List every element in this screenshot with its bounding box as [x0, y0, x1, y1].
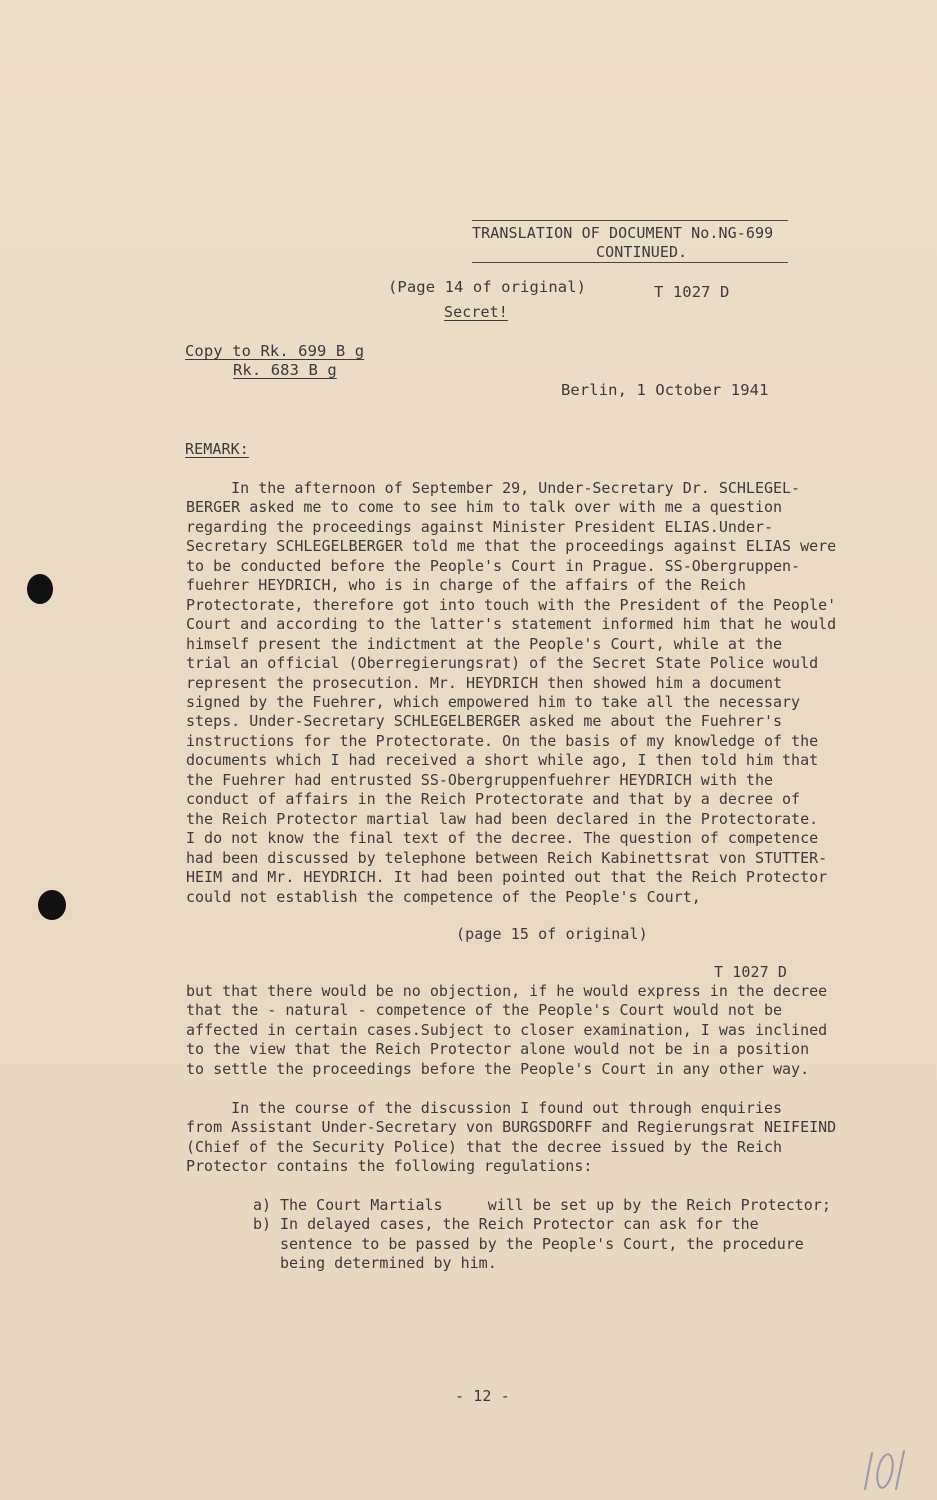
punch-hole-lower — [38, 890, 66, 920]
paragraph-2 — [186, 982, 827, 1079]
paragraph-2-line: that the - natural - competence of the People's Court would not be — [186, 1001, 783, 1020]
paragraph-1-line: HEIM and Mr. HEYDRICH. It had been pointed out that the Reich Protector — [186, 868, 828, 887]
regulation-a-text: The Court Martials will be set up by the Reich Protector; — [280, 1196, 831, 1214]
paragraph-1-line: the Reich Protector martial law had been declared in the Protectorate. — [186, 809, 819, 828]
paragraph-1-line: Secretary SCHLEGELBERGER told me that the proceedings against ELIAS were — [186, 537, 837, 556]
regulation-b-text: In delayed cases, the Reich Protector can ask for the — [280, 1215, 759, 1234]
paragraph-1-line: represent the prosecution. Mr. HEYDRICH then showed him a document — [186, 673, 783, 692]
paragraph-1-line: the Fuehrer had entrusted SS-Obergruppenfuehrer HEYDRICH with the — [186, 770, 773, 789]
doc-code-2: T 1027 D — [714, 963, 788, 981]
copy-line-1: Copy to Rk. 699 B g — [185, 342, 365, 360]
paragraph-3 — [186, 1099, 836, 1177]
paragraph-2-line: affected in certain cases.Subject to closer examination, I was inclined — [186, 1020, 828, 1039]
paragraph-1-line: I do not know the final text of the decree. The question of competence — [186, 829, 819, 848]
regulation-b-text: being determined by him. — [280, 1254, 497, 1273]
original-page-ref-2: (page 15 of original) — [456, 925, 648, 943]
paragraph-3-line: In the course of the discussion I found out through enquiries — [186, 1099, 783, 1117]
place-date: Berlin, 1 October 1941 — [561, 381, 769, 399]
handwritten-folio-mark — [862, 1445, 912, 1495]
paragraph-1-line: himself present the indictment at the People's Court, while at the — [186, 634, 783, 653]
paragraph-3-line: from Assistant Under-Secretary von BURGSDORFF and Regierungsrat NEIFEIND — [186, 1118, 837, 1137]
paragraph-1-line: had been discussed by telephone between Reich Kabinettsrat von STUTTER- — [186, 848, 828, 867]
copy-line-2: Rk. 683 B g — [233, 361, 337, 379]
paragraph-3-line: (Chief of the Security Police) that the decree issued by the Reich — [186, 1137, 783, 1156]
paragraph-2-line: to settle the proceedings before the People's Court in any other way. — [186, 1059, 810, 1078]
doc-code-1: T 1027 D — [654, 283, 730, 301]
original-page-ref-1: (Page 14 of original) — [388, 278, 587, 296]
remark-heading: REMARK: — [185, 440, 249, 458]
regulation-a-marker: a) — [253, 1196, 272, 1214]
paragraph-1-line: could not establish the competence of the People's Court, — [186, 887, 701, 906]
paragraph-1-line: signed by the Fuehrer, which empowered him to take all the necessary — [186, 692, 801, 711]
paragraph-1-line: instructions for the Protectorate. On the basis of my knowledge of the — [186, 731, 819, 750]
paragraph-1-line: trial an official (Oberregierungsrat) of the Secret State Police would — [186, 654, 819, 673]
paragraph-1-line: fuehrer HEYDRICH, who is in charge of the affairs of the Reich — [186, 576, 746, 595]
header-bottom-rule — [472, 262, 788, 263]
header-top-rule — [472, 220, 788, 221]
header-title-line2: CONTINUED. — [596, 243, 688, 261]
paragraph-1-line: documents which I had received a short while ago, I then told him that — [186, 751, 819, 770]
paragraph-1-line: conduct of affairs in the Reich Protectorate and that by a decree of — [186, 790, 801, 809]
paragraph-1-line: Court and according to the latter's statement informed him that he would — [186, 615, 837, 634]
paragraph-1-line: Protectorate, therefore got into touch with the President of the People' — [186, 595, 837, 614]
paragraph-3-line: Protector contains the following regulations: — [186, 1157, 593, 1176]
paragraph-1-line: to be conducted before the People's Court in Prague. SS-Obergruppen- — [186, 556, 801, 575]
header-title-line1: TRANSLATION OF DOCUMENT No.NG-699 — [472, 224, 774, 242]
classification-stamp: Secret! — [444, 303, 508, 321]
regulation-b-text: sentence to be passed by the People's Court, the procedure — [280, 1234, 804, 1253]
paragraph-1-line: regarding the proceedings against Minister President ELIAS.Under- — [186, 517, 773, 536]
paragraph-1-line: In the afternoon of September 29, Under-Secretary Dr. SCHLEGEL- — [186, 479, 801, 497]
regulation-b-marker: b) — [253, 1215, 272, 1234]
page-number: - 12 - — [455, 1387, 510, 1405]
paragraph-1-line: BERGER asked me to come to see him to talk over with me a question — [186, 498, 783, 517]
paragraph-1 — [186, 479, 836, 907]
paragraph-1-line: steps. Under-Secretary SCHLEGELBERGER asked me about the Fuehrer's — [186, 712, 783, 731]
paragraph-2-line: but that there would be no objection, if he would express in the decree — [186, 982, 828, 1000]
paragraph-2-line: to the view that the Reich Protector alone would not be in a position — [186, 1040, 810, 1059]
punch-hole-upper — [27, 574, 53, 604]
